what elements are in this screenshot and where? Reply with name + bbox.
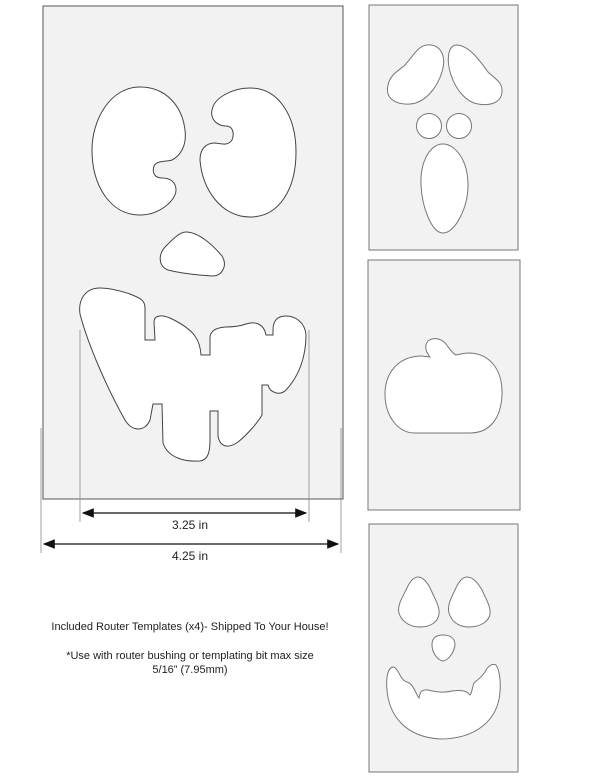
- left-eye-cutout: [92, 87, 185, 215]
- caption-line-1: Included Router Templates (x4)- Shipped To Your House!: [51, 621, 329, 633]
- ghost-face-template-panel: [369, 5, 518, 250]
- inner-width-label: 3.25 in: [171, 518, 209, 532]
- ghost-left-nostril-cutout: [417, 114, 442, 139]
- right-eye-cutout: [200, 88, 296, 217]
- pumpkin-template-panel: [368, 260, 520, 510]
- caption-line-2: *Use with router bushing or templating bit max size: [66, 650, 314, 662]
- triangle-face-template-panel: [369, 524, 518, 772]
- main-template-panel: [43, 6, 343, 499]
- caption-line-3: 5/16” (7.95mm): [152, 664, 228, 676]
- ghost-right-nostril-cutout: [447, 114, 472, 139]
- outer-width-label: 4.25 in: [171, 549, 209, 563]
